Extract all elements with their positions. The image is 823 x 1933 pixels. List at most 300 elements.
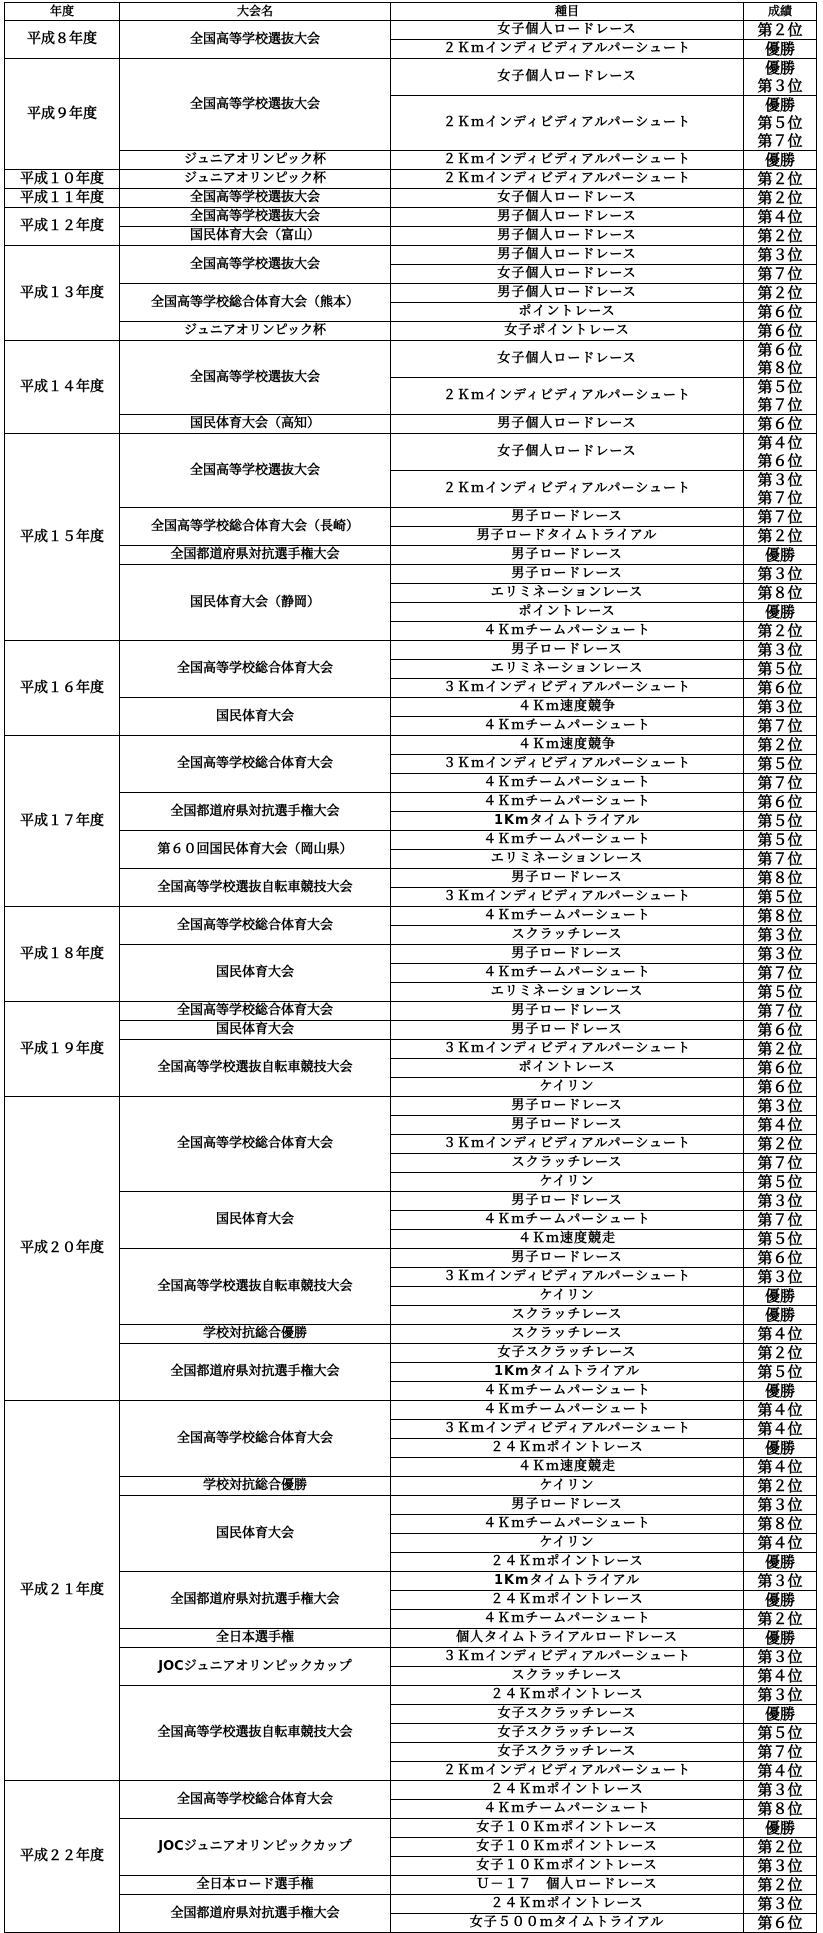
result-value: 第６位 bbox=[757, 452, 803, 470]
year-cell: 平成１０年度 bbox=[5, 170, 120, 189]
tournament-cell: 全国高等学校選抜自転車競技大会 bbox=[120, 869, 391, 907]
tournament-cell: 全国高等学校選抜自転車競技大会 bbox=[120, 1040, 391, 1097]
result-cell bbox=[744, 1439, 817, 1458]
result-value: 第７位 bbox=[757, 1743, 803, 1761]
event-cell: ２Ｋｍインディビディアルパーシュート bbox=[391, 151, 744, 170]
event-cell: エリミネーションレース bbox=[391, 584, 744, 603]
result-cell bbox=[744, 227, 817, 246]
event-cell: 男子ロードレース bbox=[391, 869, 744, 888]
year-cell: 平成８年度 bbox=[5, 21, 120, 59]
event-cell: 男子ロードレース bbox=[391, 1192, 744, 1211]
year-cell: 平成１９年度 bbox=[5, 1002, 120, 1097]
result-cell bbox=[744, 1667, 817, 1686]
event-cell: 女子スクラッチレース bbox=[391, 1743, 744, 1762]
result-value: 優勝 bbox=[764, 1287, 795, 1305]
event-cell: ３Ｋｍインディビディアルパーシュート bbox=[391, 1040, 744, 1059]
result-cell bbox=[744, 1097, 817, 1116]
result-value: 優勝 bbox=[764, 1306, 795, 1324]
result-value: 第６位 bbox=[757, 303, 803, 321]
result-value: 第２位 bbox=[757, 1135, 803, 1153]
result-cell bbox=[744, 964, 817, 983]
result-cell bbox=[744, 717, 817, 736]
result-cell bbox=[744, 888, 817, 907]
result-value: 第６位 bbox=[757, 1078, 803, 1096]
result-value: 第２位 bbox=[757, 1838, 803, 1856]
year-cell: 平成１７年度 bbox=[5, 736, 120, 907]
result-cell bbox=[744, 1838, 817, 1857]
table-row bbox=[5, 1686, 817, 1705]
result-cell bbox=[744, 1743, 817, 1762]
event-cell: ポイントレース bbox=[391, 303, 744, 322]
event-cell: ４Ｋｍチームパーシュート bbox=[391, 774, 744, 793]
event-cell: ２４Ｋｍポイントレース bbox=[391, 1895, 744, 1914]
result-cell bbox=[744, 508, 817, 527]
result-value: 第６位 bbox=[757, 322, 803, 340]
event-cell: ケイリン bbox=[391, 1173, 744, 1192]
result-value: 第３位 bbox=[757, 1572, 803, 1590]
result-value: 第８位 bbox=[757, 869, 803, 887]
result-value: 第６位 bbox=[757, 1249, 803, 1267]
event-cell: 男子ロードタイムトライアル bbox=[391, 527, 744, 546]
results-table bbox=[4, 2, 817, 1933]
event-cell: 男子個人ロードレース bbox=[391, 415, 744, 434]
event-cell: エリミネーションレース bbox=[391, 850, 744, 869]
result-value: 第３位 bbox=[757, 945, 803, 963]
result-value: 第８位 bbox=[757, 584, 803, 602]
result-value: 第６位 bbox=[757, 341, 803, 359]
result-cell bbox=[744, 40, 817, 59]
table-row bbox=[5, 1344, 817, 1363]
table-row bbox=[5, 208, 817, 227]
year-cell: 平成１４年度 bbox=[5, 341, 120, 434]
result-cell bbox=[744, 1534, 817, 1553]
tournament-cell: ジュニアオリンピック杯 bbox=[120, 322, 391, 341]
header-tournament: 大会名 bbox=[120, 3, 391, 21]
result-value: 第２位 bbox=[757, 1610, 803, 1628]
table-row bbox=[5, 1819, 817, 1838]
result-cell bbox=[744, 527, 817, 546]
event-cell: 女子個人ロードレース bbox=[391, 59, 744, 96]
event-cell: ２Ｋｍインディビディアルパーシュート bbox=[391, 378, 744, 415]
event-cell: 男子ロードレース bbox=[391, 1097, 744, 1116]
result-value: 第７位 bbox=[757, 774, 803, 792]
event-cell: 男子ロードレース bbox=[391, 1116, 744, 1135]
event-cell: ポイントレース bbox=[391, 1059, 744, 1078]
result-cell bbox=[744, 322, 817, 341]
event-cell: 男子個人ロードレース bbox=[391, 246, 744, 265]
result-cell bbox=[744, 603, 817, 622]
result-value: 第３位 bbox=[757, 471, 803, 489]
tournament-cell: 国民体育大会（富山） bbox=[120, 227, 391, 246]
result-cell bbox=[744, 1135, 817, 1154]
year-cell: 平成１３年度 bbox=[5, 246, 120, 341]
year-cell: 平成１１年度 bbox=[5, 189, 120, 208]
result-value: 第６位 bbox=[757, 679, 803, 697]
result-value: 第２位 bbox=[757, 284, 803, 302]
tournament-cell: 全国都道府県対抗選手権大会 bbox=[120, 1895, 391, 1933]
tournament-cell: 全国高等学校選抜大会 bbox=[120, 246, 391, 284]
event-cell: ４Ｋｍチームパーシュート bbox=[391, 831, 744, 850]
event-cell: 1Kmタイムトライアル bbox=[391, 1363, 744, 1382]
result-value: 第６位 bbox=[757, 1059, 803, 1077]
tournament-cell: 国民体育大会 bbox=[120, 1496, 391, 1572]
table-row bbox=[5, 1496, 817, 1515]
event-cell: ４Ｋｍ速度競走 bbox=[391, 1230, 744, 1249]
result-value: 第５位 bbox=[757, 660, 803, 678]
result-cell bbox=[744, 59, 817, 96]
event-cell: 女子１０Ｋｍポイントレース bbox=[391, 1838, 744, 1857]
result-value: 第７位 bbox=[757, 132, 803, 150]
result-cell bbox=[744, 1382, 817, 1401]
result-value: 第４位 bbox=[757, 1458, 803, 1476]
table-row bbox=[5, 508, 817, 527]
result-cell bbox=[744, 1648, 817, 1667]
result-value: 第３位 bbox=[757, 1192, 803, 1210]
table-row bbox=[5, 1477, 817, 1496]
table-row bbox=[5, 1781, 817, 1800]
result-value: 優勝 bbox=[764, 1705, 795, 1723]
result-value: 第６位 bbox=[757, 1914, 803, 1932]
table-row bbox=[5, 1648, 817, 1667]
result-value: 第３位 bbox=[757, 565, 803, 583]
result-cell bbox=[744, 189, 817, 208]
event-cell: ４Ｋｍチームパーシュート bbox=[391, 622, 744, 641]
tournament-cell: 全国都道府県対抗選手権大会 bbox=[120, 546, 391, 565]
tournament-cell: ジュニアオリンピック杯 bbox=[120, 151, 391, 170]
result-value: 第３位 bbox=[757, 1895, 803, 1913]
result-value: 優勝 bbox=[764, 1819, 795, 1837]
result-cell bbox=[744, 1002, 817, 1021]
tournament-cell: 全日本選手権 bbox=[120, 1629, 391, 1648]
result-value: 第４位 bbox=[757, 1116, 803, 1134]
result-cell bbox=[744, 434, 817, 471]
result-cell bbox=[744, 831, 817, 850]
event-cell: 女子スクラッチレース bbox=[391, 1724, 744, 1743]
result-cell bbox=[744, 471, 817, 508]
result-value: 第３位 bbox=[757, 1268, 803, 1286]
result-cell bbox=[744, 378, 817, 415]
tournament-cell: 全国高等学校選抜大会 bbox=[120, 434, 391, 508]
header-row bbox=[5, 3, 817, 21]
result-cell bbox=[744, 1325, 817, 1344]
result-value: 第４位 bbox=[757, 1401, 803, 1419]
year-cell: 平成１６年度 bbox=[5, 641, 120, 736]
result-cell bbox=[744, 1553, 817, 1572]
table-row bbox=[5, 322, 817, 341]
result-value: 第４位 bbox=[757, 208, 803, 226]
result-value: 優勝 bbox=[764, 546, 795, 564]
tournament-cell: 全国高等学校総合体育大会 bbox=[120, 907, 391, 945]
result-value: 第７位 bbox=[757, 1154, 803, 1172]
result-value: 第３位 bbox=[757, 77, 803, 95]
tournament-cell: JOCジュニアオリンピックカップ bbox=[120, 1648, 391, 1686]
result-cell bbox=[744, 1078, 817, 1097]
result-cell bbox=[744, 1363, 817, 1382]
result-cell bbox=[744, 1249, 817, 1268]
event-cell: Ｕ－１７ 個人ロードレース bbox=[391, 1876, 744, 1895]
year-cell: 平成２０年度 bbox=[5, 1097, 120, 1401]
result-cell bbox=[744, 246, 817, 265]
tournament-cell: 全国高等学校選抜大会 bbox=[120, 208, 391, 227]
table-row bbox=[5, 869, 817, 888]
result-value: 第２位 bbox=[757, 227, 803, 245]
tournament-cell: 国民体育大会 bbox=[120, 698, 391, 736]
result-cell bbox=[744, 1610, 817, 1629]
result-value: 第７位 bbox=[757, 717, 803, 735]
event-cell: ２４Ｋｍポイントレース bbox=[391, 1591, 744, 1610]
event-cell: スクラッチレース bbox=[391, 1325, 744, 1344]
result-cell bbox=[744, 774, 817, 793]
result-cell bbox=[744, 1762, 817, 1781]
year-cell: 平成２１年度 bbox=[5, 1401, 120, 1781]
tournament-cell: JOCジュニアオリンピックカップ bbox=[120, 1819, 391, 1876]
result-cell bbox=[744, 755, 817, 774]
tournament-cell: 全国高等学校選抜大会 bbox=[120, 189, 391, 208]
event-cell: ３Ｋｍインディビディアルパーシュート bbox=[391, 1268, 744, 1287]
event-cell: ２４Ｋｍポイントレース bbox=[391, 1686, 744, 1705]
event-cell: 男子ロードレース bbox=[391, 1002, 744, 1021]
table-row bbox=[5, 341, 817, 378]
result-value: 第６位 bbox=[757, 1021, 803, 1039]
tournament-cell: 全国高等学校総合体育大会 bbox=[120, 641, 391, 698]
result-value: 第７位 bbox=[757, 1211, 803, 1229]
result-value: 第７位 bbox=[757, 265, 803, 283]
result-value: 第３位 bbox=[757, 641, 803, 659]
tournament-cell: 全国高等学校総合体育大会 bbox=[120, 1002, 391, 1021]
tournament-cell: 全国高等学校総合体育大会（熊本） bbox=[120, 284, 391, 322]
table-row bbox=[5, 1097, 817, 1116]
event-cell: ケイリン bbox=[391, 1078, 744, 1097]
result-value: 第６位 bbox=[757, 793, 803, 811]
result-cell bbox=[744, 1173, 817, 1192]
table-row bbox=[5, 831, 817, 850]
table-row bbox=[5, 1192, 817, 1211]
result-cell bbox=[744, 546, 817, 565]
table-row bbox=[5, 907, 817, 926]
event-cell: ２４Ｋｍポイントレース bbox=[391, 1781, 744, 1800]
result-value: 第２位 bbox=[757, 1040, 803, 1058]
tournament-cell: 全国高等学校選抜自転車競技大会 bbox=[120, 1686, 391, 1781]
result-value: 第３位 bbox=[757, 1857, 803, 1875]
table-row bbox=[5, 227, 817, 246]
header-event: 種目 bbox=[391, 3, 744, 21]
table-row bbox=[5, 1002, 817, 1021]
result-value: 優勝 bbox=[764, 1591, 795, 1609]
result-cell bbox=[744, 1230, 817, 1249]
result-value: 優勝 bbox=[764, 1629, 795, 1647]
result-value: 第２位 bbox=[757, 622, 803, 640]
event-cell: ４Ｋｍ速度競争 bbox=[391, 736, 744, 755]
event-cell: ４Ｋｍチームパーシュート bbox=[391, 1515, 744, 1534]
result-cell bbox=[744, 945, 817, 964]
result-cell bbox=[744, 565, 817, 584]
table-row bbox=[5, 1040, 817, 1059]
result-value: 第３位 bbox=[757, 926, 803, 944]
event-cell: 1Kmタイムトライアル bbox=[391, 812, 744, 831]
result-value: 第２位 bbox=[757, 736, 803, 754]
event-cell: ４Ｋｍチームパーシュート bbox=[391, 1610, 744, 1629]
result-cell bbox=[744, 1116, 817, 1135]
result-value: 第８位 bbox=[757, 1515, 803, 1533]
event-cell: ４Ｋｍチームパーシュート bbox=[391, 793, 744, 812]
result-cell bbox=[744, 151, 817, 170]
result-value: 第３位 bbox=[757, 1648, 803, 1666]
event-cell: 男子ロードレース bbox=[391, 1496, 744, 1515]
result-cell bbox=[744, 983, 817, 1002]
result-cell bbox=[744, 1477, 817, 1496]
event-cell: ４Ｋｍ速度競走 bbox=[391, 1458, 744, 1477]
result-value: 第８位 bbox=[757, 359, 803, 377]
result-cell bbox=[744, 1192, 817, 1211]
result-cell bbox=[744, 793, 817, 812]
tournament-cell: 全国高等学校総合体育大会（長崎） bbox=[120, 508, 391, 546]
tournament-cell: 国民体育大会 bbox=[120, 945, 391, 1002]
tournament-cell: 全国高等学校総合体育大会 bbox=[120, 1781, 391, 1819]
result-cell bbox=[744, 1876, 817, 1895]
event-cell: ４Ｋｍチームパーシュート bbox=[391, 907, 744, 926]
result-cell bbox=[744, 208, 817, 227]
result-value: 第２位 bbox=[757, 1876, 803, 1894]
table-row bbox=[5, 170, 817, 189]
result-cell bbox=[744, 926, 817, 945]
table-row bbox=[5, 1572, 817, 1591]
event-cell: 男子ロードレース bbox=[391, 945, 744, 964]
result-value: 第２位 bbox=[757, 21, 803, 39]
result-value: 第２位 bbox=[757, 189, 803, 207]
year-cell: 平成１５年度 bbox=[5, 434, 120, 641]
result-cell bbox=[744, 1914, 817, 1933]
tournament-cell: 全日本ロード選手権 bbox=[120, 1876, 391, 1895]
event-cell: ケイリン bbox=[391, 1287, 744, 1306]
event-cell: ２Ｋｍインディビディアルパーシュート bbox=[391, 1762, 744, 1781]
year-cell: 平成１２年度 bbox=[5, 208, 120, 246]
table-row bbox=[5, 736, 817, 755]
result-cell bbox=[744, 1857, 817, 1876]
year-cell: 平成９年度 bbox=[5, 59, 120, 170]
table-row bbox=[5, 284, 817, 303]
result-cell bbox=[744, 1781, 817, 1800]
event-cell: 女子１０Ｋｍポイントレース bbox=[391, 1857, 744, 1876]
tournament-cell: 学校対抗総合優勝 bbox=[120, 1477, 391, 1496]
result-value: 第４位 bbox=[757, 1420, 803, 1438]
result-value: 第３位 bbox=[757, 1686, 803, 1704]
event-cell: ３Ｋｍインディビディアルパーシュート bbox=[391, 1420, 744, 1439]
event-cell: ２Ｋｍインディビディアルパーシュート bbox=[391, 40, 744, 59]
result-value: 第２位 bbox=[757, 1344, 803, 1362]
result-value: 第３位 bbox=[757, 698, 803, 716]
result-cell bbox=[744, 1629, 817, 1648]
result-value: 第３位 bbox=[757, 1781, 803, 1799]
event-cell: 女子個人ロードレース bbox=[391, 265, 744, 284]
result-value: 第７位 bbox=[757, 396, 803, 414]
event-cell: 女子スクラッチレース bbox=[391, 1344, 744, 1363]
table-row bbox=[5, 565, 817, 584]
tournament-cell: 国民体育大会 bbox=[120, 1192, 391, 1249]
table-row bbox=[5, 1249, 817, 1268]
result-cell bbox=[744, 96, 817, 151]
event-cell: スクラッチレース bbox=[391, 926, 744, 945]
tournament-cell: 全国高等学校選抜自転車競技大会 bbox=[120, 1249, 391, 1325]
result-value: 第５位 bbox=[757, 1230, 803, 1248]
result-cell bbox=[744, 1591, 817, 1610]
result-value: 第２位 bbox=[757, 1477, 803, 1495]
event-cell: 男子ロードレース bbox=[391, 565, 744, 584]
tournament-cell: 第６０回国民体育大会（岡山県） bbox=[120, 831, 391, 869]
event-cell: ３Ｋｍインディビディアルパーシュート bbox=[391, 1648, 744, 1667]
tournament-cell: 全国高等学校選抜大会 bbox=[120, 21, 391, 59]
tournament-cell: 全国都道府県対抗選手権大会 bbox=[120, 793, 391, 831]
event-cell: ４Ｋｍチームパーシュート bbox=[391, 1401, 744, 1420]
result-cell bbox=[744, 170, 817, 189]
result-value: 第７位 bbox=[757, 964, 803, 982]
result-cell bbox=[744, 1040, 817, 1059]
table-row bbox=[5, 698, 817, 717]
result-cell bbox=[744, 1515, 817, 1534]
event-cell: ４Ｋｍチームパーシュート bbox=[391, 964, 744, 983]
result-value: 第７位 bbox=[757, 508, 803, 526]
result-value: 第４位 bbox=[757, 434, 803, 452]
table-row bbox=[5, 1021, 817, 1040]
event-cell: ３Ｋｍインディビディアルパーシュート bbox=[391, 679, 744, 698]
result-cell bbox=[744, 1268, 817, 1287]
event-cell: ３Ｋｍインディビディアルパーシュート bbox=[391, 1135, 744, 1154]
result-value: 第４位 bbox=[757, 1534, 803, 1552]
event-cell: スクラッチレース bbox=[391, 1667, 744, 1686]
event-cell: ２４Ｋｍポイントレース bbox=[391, 1553, 744, 1572]
result-cell bbox=[744, 1496, 817, 1515]
tournament-cell: 国民体育大会（静岡） bbox=[120, 565, 391, 641]
result-value: 第５位 bbox=[757, 1363, 803, 1381]
result-value: 第５位 bbox=[757, 1724, 803, 1742]
result-value: 第５位 bbox=[757, 888, 803, 906]
result-value: 第６位 bbox=[757, 415, 803, 433]
event-cell: 男子個人ロードレース bbox=[391, 227, 744, 246]
result-value: 第５位 bbox=[757, 378, 803, 396]
event-cell: ケイリン bbox=[391, 1477, 744, 1496]
result-cell bbox=[744, 1154, 817, 1173]
tournament-cell: 全国高等学校選抜大会 bbox=[120, 59, 391, 151]
event-cell: ４Ｋｍチームパーシュート bbox=[391, 1800, 744, 1819]
result-value: 優勝 bbox=[764, 96, 795, 114]
result-cell bbox=[744, 21, 817, 40]
result-value: 第５位 bbox=[757, 1173, 803, 1191]
event-cell: 女子スクラッチレース bbox=[391, 1705, 744, 1724]
result-value: 第５位 bbox=[757, 831, 803, 849]
header-year: 年度 bbox=[5, 3, 120, 21]
result-value: 優勝 bbox=[764, 151, 795, 169]
tournament-cell: 全国高等学校総合体育大会 bbox=[120, 1097, 391, 1192]
result-cell bbox=[744, 1819, 817, 1838]
result-cell bbox=[744, 850, 817, 869]
result-value: 第４位 bbox=[757, 1667, 803, 1685]
result-value: 第５位 bbox=[757, 812, 803, 830]
year-cell: 平成１８年度 bbox=[5, 907, 120, 1002]
event-cell: ３Ｋｍインディビディアルパーシュート bbox=[391, 755, 744, 774]
event-cell: 女子個人ロードレース bbox=[391, 21, 744, 40]
event-cell: ４Ｋｍチームパーシュート bbox=[391, 1382, 744, 1401]
result-cell bbox=[744, 907, 817, 926]
result-value: 第４位 bbox=[757, 1325, 803, 1343]
result-cell bbox=[744, 265, 817, 284]
result-cell bbox=[744, 736, 817, 755]
tournament-cell: 国民体育大会 bbox=[120, 1021, 391, 1040]
table-row bbox=[5, 189, 817, 208]
table-row bbox=[5, 434, 817, 471]
table-row bbox=[5, 793, 817, 812]
result-cell bbox=[744, 1306, 817, 1325]
table-row bbox=[5, 1876, 817, 1895]
table-row bbox=[5, 1401, 817, 1420]
